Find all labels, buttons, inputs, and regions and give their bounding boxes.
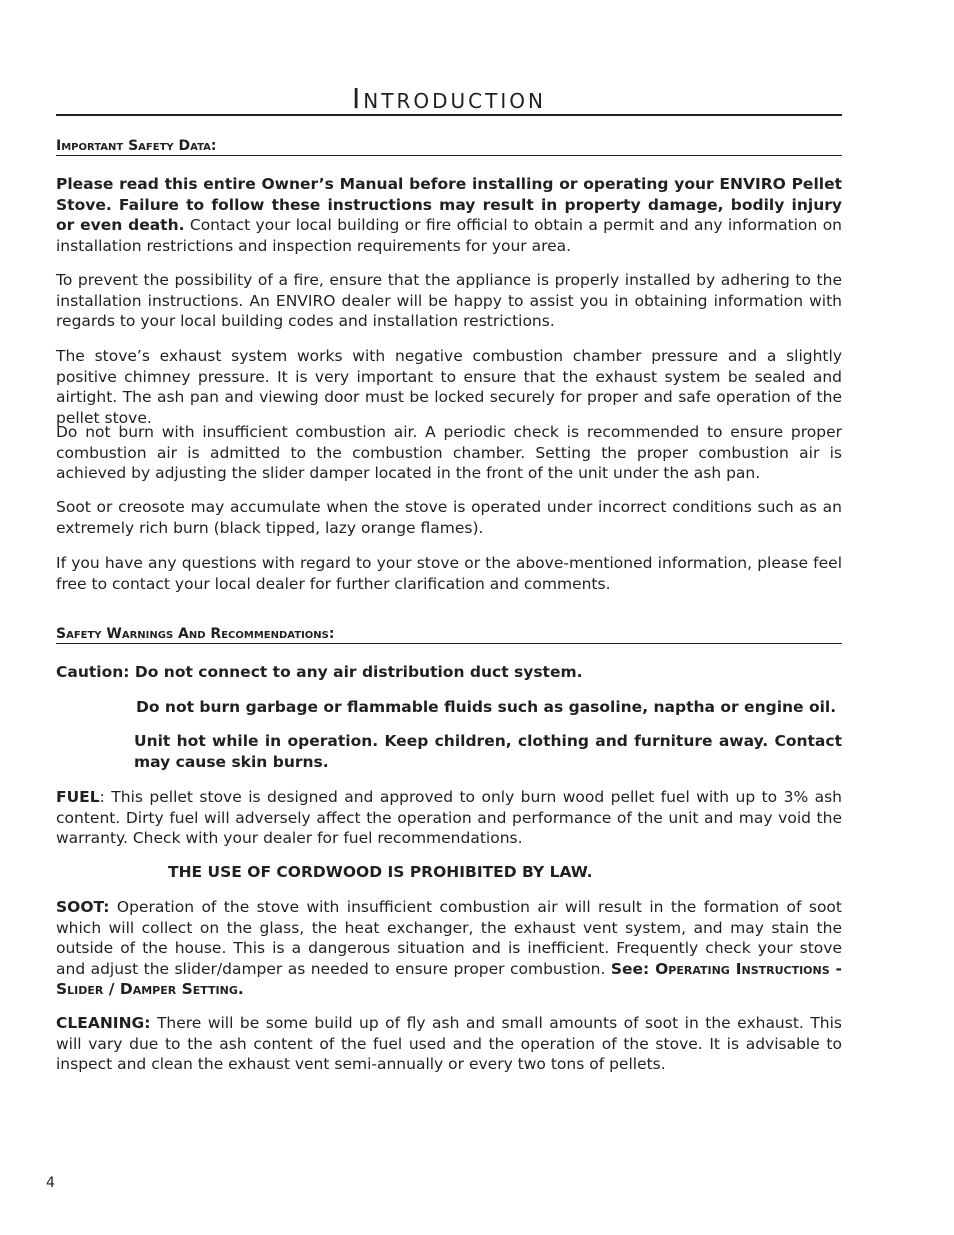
combustion-air-paragraph: Do not burn with insufficient combustion air. A periodic check is recommended to ensure proper combustion air is admitted to the combustion chamber. Setting the proper combustion air is achieved by adjusting the slider damper located in the front of the unit under the ash pan.	[56, 423, 842, 483]
hot-unit-warning: Unit hot while in operation. Keep children, clothing and furniture away. Contact may cause skin burns.	[134, 732, 842, 771]
safety-data-heading: Important Safety Data:	[56, 137, 842, 156]
title-rule	[56, 114, 842, 116]
intro-warning-bold: Please read this entire Owner’s Manual before installing or operating your ENVIRO Pellet Stove. Failure to follow these instructions may result in property damage, bodily injury or even death.	[56, 175, 842, 235]
cordwood-notice: THE USE OF CORDWOOD IS PROHIBITED BY LAW.	[168, 863, 593, 881]
fuel-label: FUEL	[56, 788, 100, 806]
soot-see: See:	[610, 959, 650, 978]
soot-paragraph	[56, 897, 842, 1000]
questions-paragraph: If you have any questions with regard to your stove or the above-mentioned information, please feel free to contact your local dealer for further clarification and comments.	[56, 554, 842, 593]
soot-label: SOOT:	[56, 898, 110, 916]
soot-reference: Operating Instructions - Slider / Damper Setting.	[56, 959, 842, 999]
fire-prevention-paragraph: To prevent the possibility of a fire, ensure that the appliance is properly installed by adhering to the installation instructions. An ENVIRO dealer will be happy to assist you in obtaining information with regards to your local building codes and installation restrictions.	[56, 271, 842, 331]
soot-creosote-paragraph: Soot or creosote may accumulate when the stove is operated under incorrect conditions such as an extremely rich burn (black tipped, lazy orange flames).	[56, 498, 842, 537]
intro-paragraph	[56, 174, 842, 256]
cleaning-text: There will be some build up of fly ash and small amounts of soot in the exhaust. This will vary due to the ash content of the fuel used and the operation of the stove. It is advisable to inspect and clean the exhaust vent semi-annually or every two tons of pellets.	[56, 1014, 842, 1074]
fuel-paragraph	[56, 787, 842, 849]
exhaust-paragraph: The stove’s exhaust system works with negative combustion chamber pressure and a slightly positive chimney pressure. It is very important to ensure that the exhaust system be sealed and airtight. The ash pan and viewing door must be locked securely for proper and safe operation of the pellet stove.	[56, 347, 842, 427]
page-number: 4	[46, 1175, 55, 1191]
garbage-warning: Do not burn garbage or flammable fluids such as gasoline, naptha or engine oil.	[136, 698, 837, 716]
caution-line: Caution: Do not connect to any air distribution duct system.	[56, 663, 583, 681]
soot-text: Operation of the stove with insufficient combustion air will result in the formation of soot which will collect on the glass, the heat exchanger, the exhaust vent system, and may stain the outside of the house. This is a dangerous situation and is inefficient. Frequently check your stove and adjust the slider/damper as needed to ensure proper combustion.	[56, 898, 842, 978]
page-title: Introduction	[352, 82, 546, 115]
safety-warnings-heading: Safety Warnings And Recommendations:	[56, 625, 842, 644]
cleaning-paragraph	[56, 1013, 842, 1075]
fuel-text: : This pellet stove is designed and approved to only burn wood pellet fuel with up to 3% ash content. Dirty fuel will adversely affect the operation and performance of the unit and may void the warranty. Check with your dealer for fuel recommendations.	[56, 788, 842, 848]
intro-paragraph-rest: Contact your local building or fire official to obtain a permit and any information on installation restrictions and inspection requirements for your area.	[56, 216, 842, 255]
cleaning-label: CLEANING:	[56, 1014, 151, 1032]
